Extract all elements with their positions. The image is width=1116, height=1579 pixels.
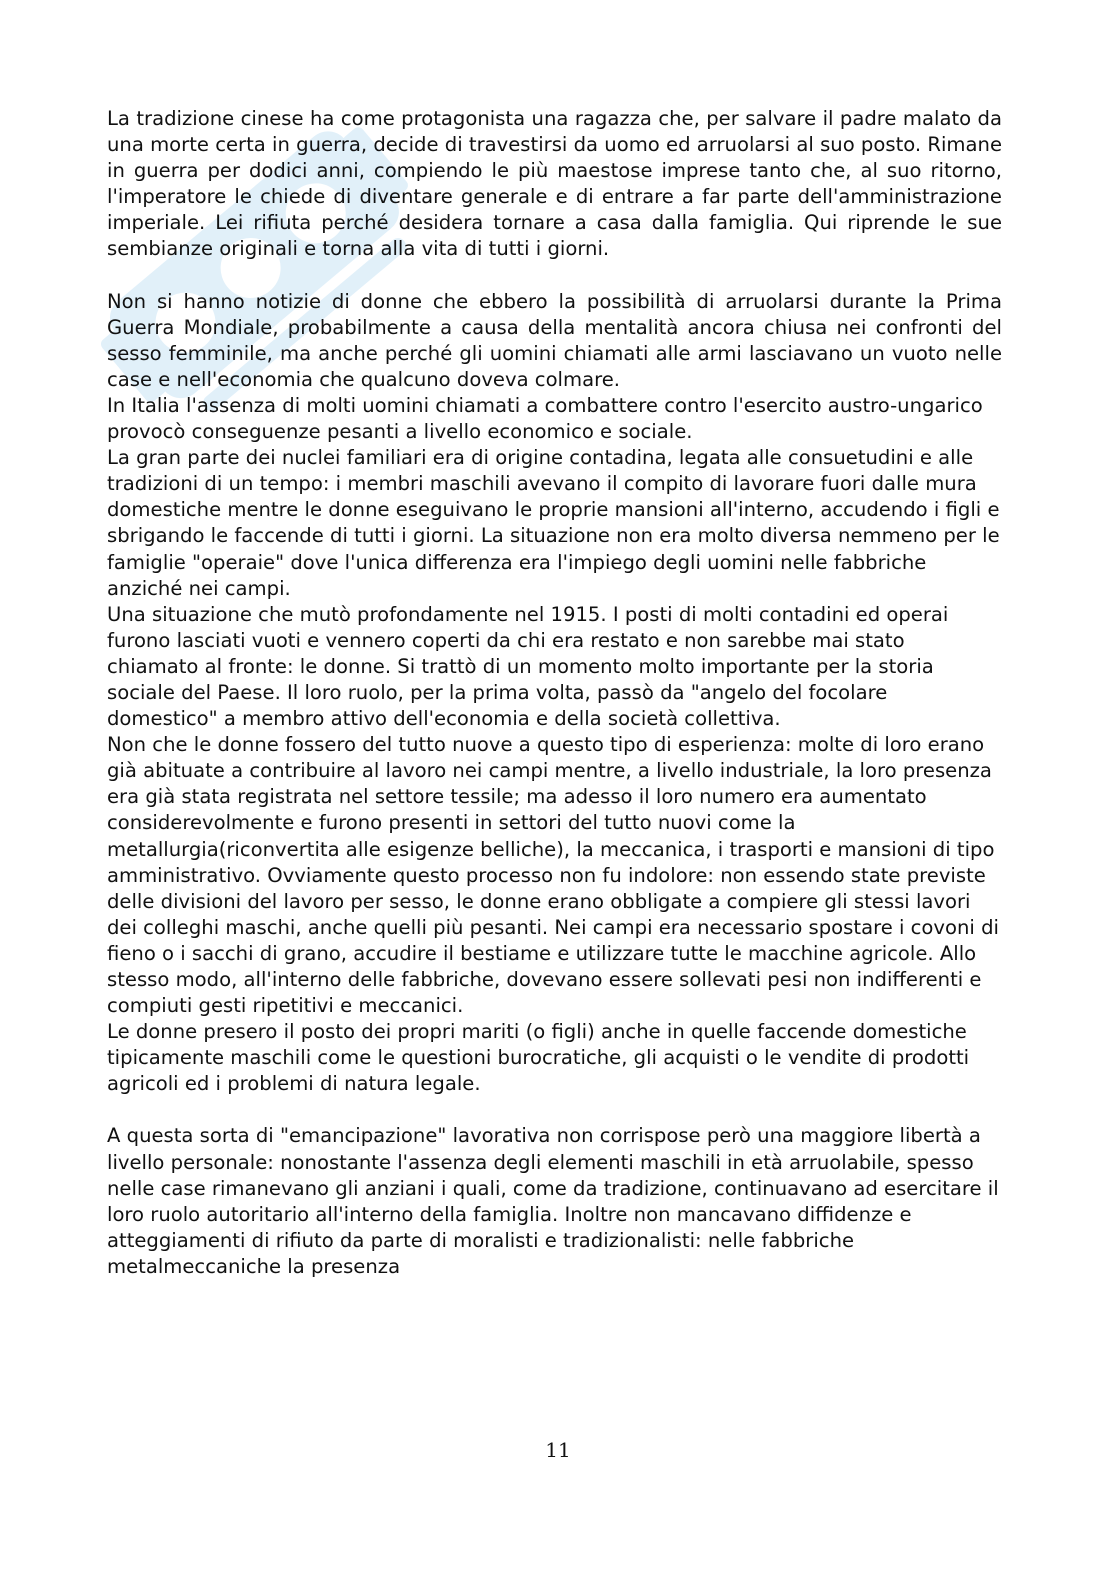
paragraph-women-enlistment: Non si hanno notizie di donne che ebbero la possibilità di arruolarsi durante la Prima Guerra Mondiale, probabilmente a causa della mentalità ancora chiusa nei confronti del sesso femminile, ma anche perché gli uomini chiamati alle armi lasciavano un vuoto nelle case e nell'economia che qualcuno doveva colmare. — [107, 289, 1002, 391]
paragraph-women-work: Non che le donne fossero del tutto nuove a questo tipo di esperienza: molte di loro erano già abituate a contribuire al lavoro nei campi mentre, a livello industriale, la loro presenza era già stata registrata nel settore tessile; ma adesso il loro numero era aumentato considerevolmente e furono presenti in settori del tutto nuovi come la metallurgia(riconvertita alle esigenze belliche), la meccanica, i trasporti e mansioni di tipo amministrativo. Ovviamente questo processo non fu indolore: non essendo state previste delle divisioni del lavoro per sesso, le donne erano obbligate a compiere gli stessi lavori dei colleghi maschi, anche quelli più pesanti. Nei campi era necessario spostare i covoni di fieno o i sacchi di grano, accudire il bestiame e utilizzare tutte le macchine agricole. Allo stesso modo, all'interno delle fabbriche, dovevano essere sollevati pesi non indifferenti e compiuti gesti ripetitivi e meccanici. — [107, 733, 999, 1018]
document-body — [107, 106, 1002, 1280]
paragraph-1915-change: Una situazione che mutò profondamente nel 1915. I posti di molti contadini ed operai furono lasciati vuoti e vennero coperti da chi era restato e non sarebbe mai stato chiamato al fronte: le donne. Si trattò di un momento molto importante per la storia sociale del Paese. Il loro ruolo, per la prima volta, passò da "angelo del focolare domestico" a membro attivo dell'economia e della società collettiva. — [107, 602, 949, 731]
page-number: 11 — [545, 1438, 571, 1462]
paragraph-spacer — [107, 263, 1002, 289]
paragraph-italy-absence: In Italia l'assenza di molti uomini chiamati a combattere contro l'esercito austro-ungarico provocò conseguenze pesanti a livello economico e sociale. — [107, 393, 983, 444]
paragraph-mulan-legend: La tradizione cinese ha come protagonista una ragazza che, per salvare il padre malato da una morte certa in guerra, decide di travestirsi da uomo ed arruolarsi al suo posto. Rimane in guerra per dodici anni, compiendo le più maestose imprese tanto che, al suo ritorno, l'imperatore le chiede di diventare generale e di entrare a far parte dell'amministrazione imperiale. Lei rifiuta perché desidera tornare a casa dalla famiglia. Qui riprende le sue sembianze originali e torna alla vita di tutti i giorni. — [107, 107, 1002, 261]
paragraph-spacer — [107, 1097, 1002, 1123]
paragraph-emancipation: A questa sorta di "emancipazione" lavorativa non corrispose però una maggiore libertà a livello personale: nonostante l'assenza degli elementi maschili in età arruolabile, spesso nelle case rimanevano gli anziani i quali, come da tradizione, continuavano ad esercitare il loro ruolo autoritario all'interno della famiglia. Inoltre non mancavano diffidenze e atteggiamenti di rifiuto da parte di moralisti e tradizionalisti: nelle fabbriche metalmeccaniche la presenza — [107, 1124, 999, 1278]
paragraph-domestic-tasks: Le donne presero il posto dei propri mariti (o figli) anche in quelle faccende domestiche tipicamente maschili come le questioni burocratiche, gli acquisti o le vendite di prodotti agricoli ed i problemi di natura legale. — [107, 1020, 970, 1096]
paragraph-family-structure: La gran parte dei nuclei familiari era di origine contadina, legata alle consuetudini e alle tradizioni di un tempo: i membri maschili avevano il compito di lavorare fuori dalle mura domestiche mentre le donne eseguivano le proprie mansioni all'interno, accudendo i figli e sbrigando le faccende di tutti i giorni. La situazione non era molto diversa nemmeno per le famiglie "operaie" dove l'unica differenza era l'impiego degli uomini nelle fabbriche anziché nei campi. — [107, 446, 1000, 600]
